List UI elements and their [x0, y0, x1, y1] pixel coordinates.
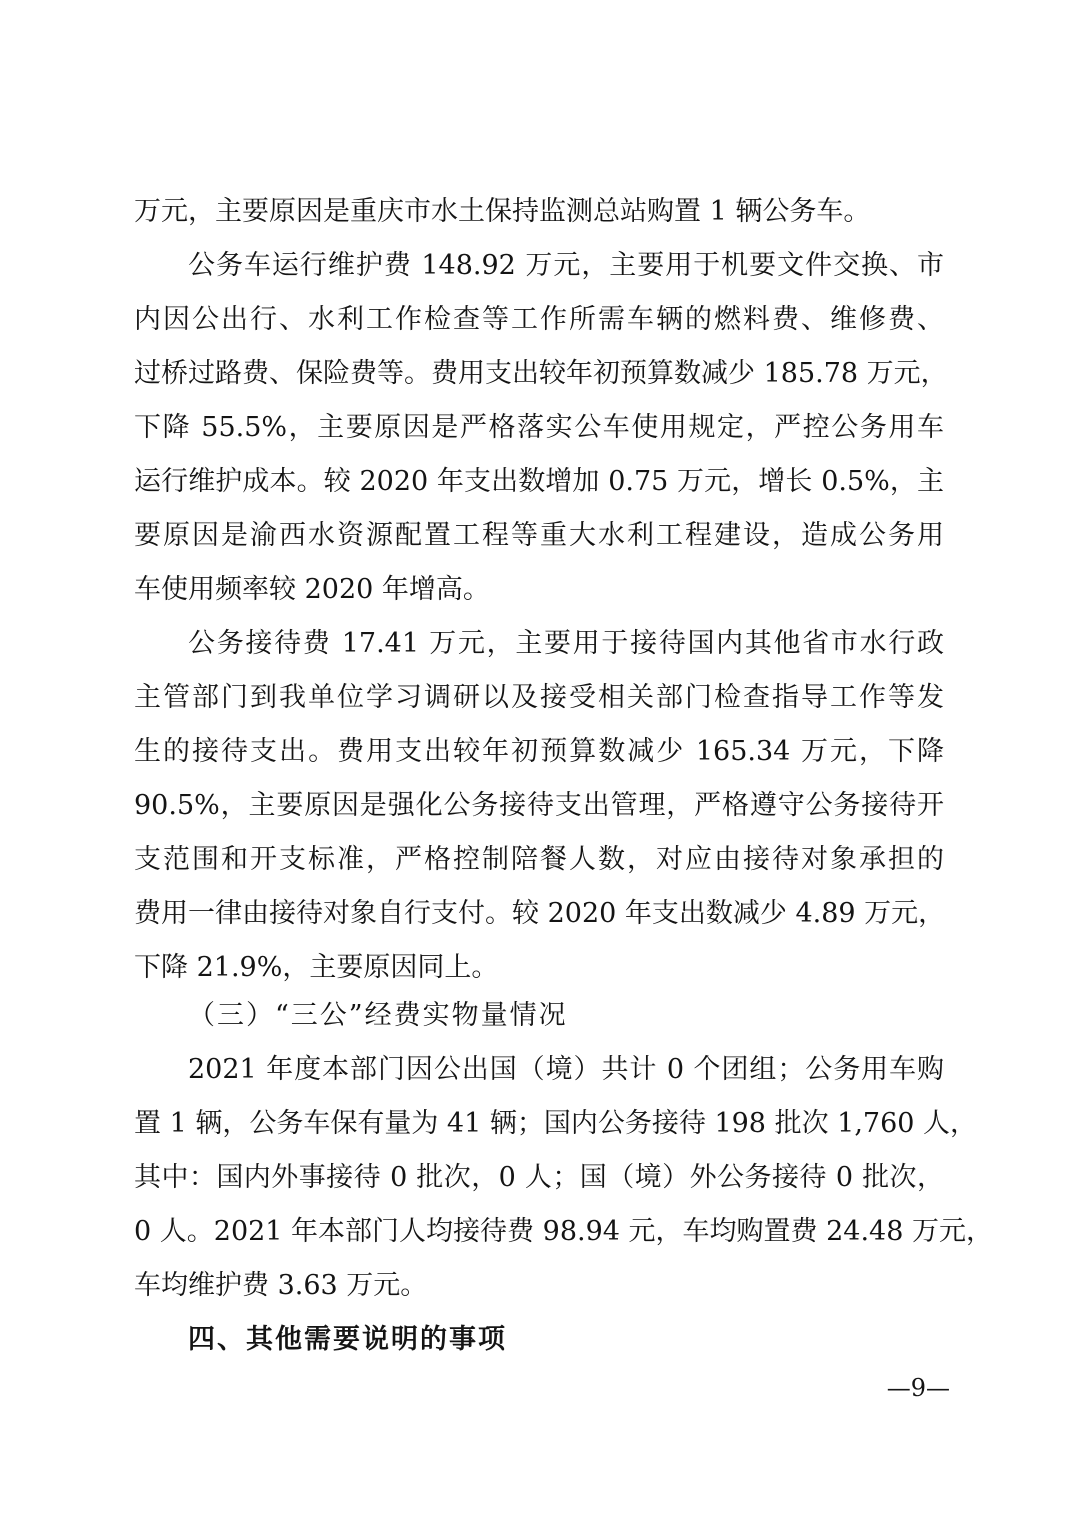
text-line: 过桥过路费、保险费等。费用支出较年初预算数减少 185.78 万元， [134, 358, 948, 389]
page-number: —9— [886, 1374, 950, 1402]
text-line: 要原因是渝西水资源配置工程等重大水利工程建设，造成公务用 [134, 520, 944, 551]
text-line: 其中：国内外事接待 0 批次，0 人；国（境）外公务接待 0 批次， [134, 1162, 944, 1193]
text-line: 支范围和开支标准，严格控制陪餐人数，对应由接待对象承担的 [134, 844, 944, 875]
text-line: 下降 21.9%，主要原因同上。 [134, 952, 499, 983]
text-line: 车使用频率较 2020 年增高。 [134, 574, 490, 605]
text-line: 费用一律由接待对象自行支付。较 2020 年支出数减少 4.89 万元， [134, 898, 946, 929]
text-line: 万元，主要原因是重庆市水土保持监测总站购置 1 辆公务车。 [134, 196, 871, 227]
text-line: 下降 55.5%，主要原因是严格落实公车使用规定，严控公务用车 [134, 412, 944, 443]
section-heading: （三）“三公”经费实物量情况 [188, 1000, 568, 1031]
text-line: 主管部门到我单位学习调研以及接受相关部门检查指导工作等发 [134, 682, 944, 713]
paragraph-physical-quantity-start: 2021 年度本部门因公出国（境）共计 0 个团组；公务用车购 [188, 1054, 944, 1085]
text-line: 0 人。2021 年本部门人均接待费 98.94 元，车均购置费 24.48 万元， [134, 1216, 993, 1247]
paragraph-reception-start: 公务接待费 17.41 万元，主要用于接待国内其他省市水行政 [188, 628, 944, 659]
text-line: 车均维护费 3.63 万元。 [134, 1270, 428, 1301]
text-line: 内因公出行、水利工作检查等工作所需车辆的燃料费、维修费、 [134, 304, 944, 335]
text-line: 置 1 辆，公务车保有量为 41 辆；国内公务接待 198 批次 1,760 人， [134, 1108, 978, 1139]
text-line: 90.5%，主要原因是强化公务接待支出管理，严格遵守公务接待开 [134, 790, 944, 821]
text-line: 运行维护成本。较 2020 年支出数增加 0.75 万元，增长 0.5%，主 [134, 466, 944, 497]
text-line: 生的接待支出。费用支出较年初预算数减少 165.34 万元，下降 [134, 736, 944, 767]
chapter-heading: 四、其他需要说明的事项 [188, 1324, 507, 1355]
paragraph-vehicle-maintenance-start: 公务车运行维护费 148.92 万元，主要用于机要文件交换、市 [188, 250, 944, 281]
